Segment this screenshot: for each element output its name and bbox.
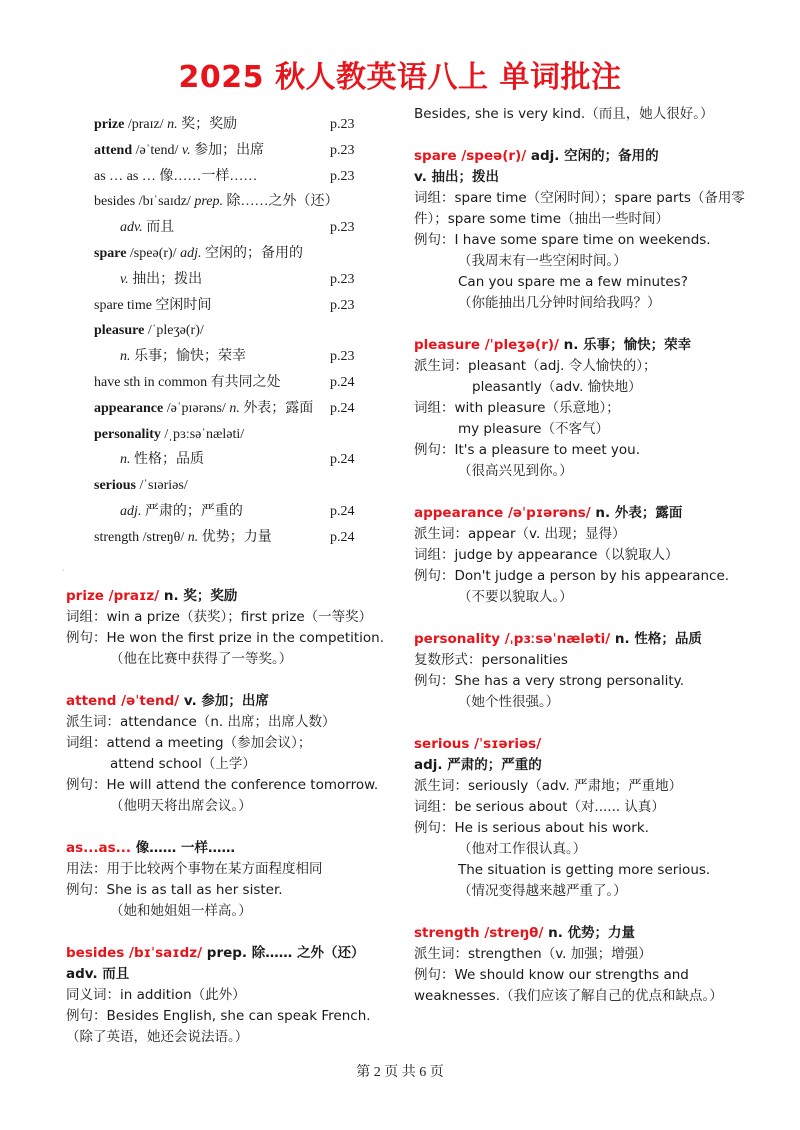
vocab-page: p.23 xyxy=(330,220,355,236)
vocab-row xyxy=(94,293,364,319)
vocab-row xyxy=(94,473,364,499)
word-entry xyxy=(414,734,754,902)
entry-line: pleasantly（adv. 愉快地） xyxy=(472,379,642,395)
word-entry xyxy=(66,943,396,1048)
entry-line: v. 抽出；拨出 xyxy=(414,169,500,185)
vocab-phonetic: /əˈtend/ xyxy=(132,142,182,158)
entry-line: 例句：Besides English, she can speak French. xyxy=(66,1008,371,1024)
vocab-row xyxy=(94,267,364,293)
entry-meaning: v. 参加；出席 xyxy=(179,693,269,709)
entry-heading xyxy=(414,146,754,167)
word-entry xyxy=(414,923,754,1007)
entry-headword: spare /speə(r)/ xyxy=(414,148,527,164)
vocab-pos: v. xyxy=(120,271,129,287)
entry-line: 派生词：seriously（adv. 严肃地；严重地） xyxy=(414,778,683,794)
entry-heading xyxy=(66,691,396,712)
vocab-pos: adj. xyxy=(180,245,202,261)
vocab-word: appearance xyxy=(94,400,164,416)
entry-line: （我周末有一些空闲时间。） xyxy=(458,253,627,269)
entry-heading xyxy=(66,586,396,607)
vocab-phonetic: besides /bɪˈsaɪdz/ xyxy=(94,194,195,210)
vocab-pos: n. xyxy=(187,529,199,545)
entry-line: 例句：She has a very strong personality. xyxy=(414,673,685,689)
vocab-page: p.23 xyxy=(330,168,355,184)
entry-heading xyxy=(66,838,396,859)
entry-line: （情况变得越来越严重了。） xyxy=(458,883,627,899)
vocab-meaning: 而且 xyxy=(142,220,175,236)
entry-headword: as...as... xyxy=(66,840,132,856)
word-entry xyxy=(414,146,754,314)
entry-line: Besides, she is very kind.（而且，她人很好。） xyxy=(414,106,714,122)
vocab-pos: v. xyxy=(181,142,191,158)
entry-meaning: prep. 除…… 之外（还） xyxy=(202,945,365,961)
entry-line: 词组：be serious about（对...... 认真） xyxy=(414,799,665,815)
entry-line: 词组：attend a meeting（参加会议）； xyxy=(66,735,312,751)
word-entry xyxy=(414,104,754,125)
entry-line: 词组：spare time（空闲时间）；spare parts（备用零件）；spare some time（抽出一些时间） xyxy=(414,190,745,227)
vocab-row xyxy=(94,164,364,190)
vocab-phonetic: strength /streŋθ/ xyxy=(94,529,188,545)
page-footer: 第 2 页 共 6 页 xyxy=(356,1065,444,1080)
entry-meaning: n. 优势；力量 xyxy=(543,925,636,941)
vocab-row xyxy=(94,422,364,448)
left-entries xyxy=(66,586,396,1069)
vocab-meaning: 优势；力量 xyxy=(198,529,272,545)
entry-line: （你能抽出几分钟时间给我吗？） xyxy=(458,295,661,311)
vocab-phonetic: have sth in common 有共同之处 xyxy=(94,374,281,390)
vocab-meaning: 空闲的；备用的 xyxy=(201,245,303,261)
vocab-meaning: 参加；出席 xyxy=(190,142,265,158)
vocab-word: pleasure xyxy=(94,323,145,339)
entry-headword: appearance /əˈpɪərəns/ xyxy=(414,505,591,521)
entry-line: The situation is getting more serious. xyxy=(458,862,711,878)
entry-headword: attend /əˈtend/ xyxy=(66,693,180,709)
entry-headword: personality /ˌpɜːsəˈnæləti/ xyxy=(414,631,611,647)
vocab-page: p.24 xyxy=(330,400,355,416)
entry-headword: besides /bɪˈsaɪdz/ xyxy=(66,945,203,961)
word-entry xyxy=(414,335,754,482)
entry-line: 例句：He will attend the conference tomorrow. xyxy=(66,777,379,793)
vocab-pos: n. xyxy=(120,452,131,468)
vocab-row xyxy=(94,138,364,164)
vocab-page: p.23 xyxy=(330,297,355,313)
entry-line: （他在比赛中获得了一等奖。） xyxy=(110,651,293,667)
vocab-page: p.24 xyxy=(330,529,355,545)
vocab-meaning: 乐事；愉快；荣幸 xyxy=(130,349,246,365)
vocab-phonetic: spare time 空闲时间 xyxy=(94,297,212,313)
entry-meaning: 像…… 一样…… xyxy=(131,840,235,856)
title-year: 2025 xyxy=(178,60,265,95)
vocab-phonetic: /speə(r)/ xyxy=(126,245,181,261)
word-entry xyxy=(66,691,396,817)
vocab-pos: n. xyxy=(120,349,131,365)
entry-line: 派生词：pleasant（adj. 令人愉快的）； xyxy=(414,358,657,374)
divider-mark: · xyxy=(62,566,65,575)
title-part2: 单词批注 xyxy=(499,60,622,95)
vocab-page: p.23 xyxy=(330,349,355,365)
entry-meaning: n. 外表；露面 xyxy=(590,505,683,521)
entry-line: 例句：It's a pleasure to meet you. xyxy=(414,442,640,458)
entry-line: 词组：judge by appearance（以貌取人） xyxy=(414,547,679,563)
entry-line: （他明天将出席会议。） xyxy=(110,798,252,814)
vocab-word: spare xyxy=(94,245,127,261)
entry-headword: prize /praɪz/ xyxy=(66,588,160,604)
entry-line: 复数形式：personalities xyxy=(414,652,568,668)
vocab-word: serious xyxy=(94,478,136,494)
vocab-word: personality xyxy=(94,426,161,442)
entry-line: 例句：He is serious about his work. xyxy=(414,820,649,836)
entry-line: （他对工作很认真。） xyxy=(458,841,587,857)
entry-line: （她和她姐姐一样高。） xyxy=(110,903,252,919)
entry-line: （很高兴见到你。） xyxy=(458,463,573,479)
vocab-row xyxy=(94,189,364,215)
vocab-word: prize xyxy=(94,117,125,132)
vocab-phonetic: /ˌpɜːsəˈnæləti/ xyxy=(160,426,245,442)
entry-headword: serious /ˈsɪəriəs/ xyxy=(414,736,542,752)
entry-line: 词组：win a prize（获奖）；first prize（一等奖） xyxy=(66,609,373,625)
entry-meaning: n. 性格；品质 xyxy=(610,631,702,647)
page-title xyxy=(0,58,800,98)
entry-line: 派生词：strengthen（v. 加强；增强） xyxy=(414,946,652,962)
vocab-row xyxy=(94,447,364,473)
vocab-page: p.23 xyxy=(330,142,355,158)
vocab-phonetic: /ˈpleʒə(r)/ xyxy=(144,323,204,339)
entry-line: 例句：She is as tall as her sister. xyxy=(66,882,283,898)
vocab-meaning: 奖；奖励 xyxy=(177,117,238,132)
entry-line: 例句：He won the first prize in the competition. xyxy=(66,630,385,646)
vocabulary-list xyxy=(94,112,364,551)
vocab-phonetic: /əˈpɪərəns/ xyxy=(163,400,230,416)
vocab-phonetic: as … as … xyxy=(94,168,160,184)
vocab-phonetic: /ˈsɪəriəs/ xyxy=(136,478,188,494)
entry-line: （不要以貌取人。） xyxy=(458,589,573,605)
entry-headword: strength /streŋθ/ xyxy=(414,925,544,941)
vocab-row xyxy=(94,396,364,422)
entry-line: Can you spare me a few minutes? xyxy=(458,274,688,290)
vocab-row xyxy=(94,344,364,370)
entry-line: attend school（上学） xyxy=(110,756,256,772)
word-entry xyxy=(66,838,396,922)
vocab-meaning: 严肃的；严重的 xyxy=(141,503,243,519)
entry-line: adv. 而且 xyxy=(66,966,130,982)
entry-meaning: n. 奖；奖励 xyxy=(159,588,238,604)
vocab-word: attend xyxy=(94,142,133,158)
entry-line: 例句：Don't judge a person by his appearance. xyxy=(414,568,730,584)
vocab-page: p.23 xyxy=(330,117,355,132)
vocab-row xyxy=(94,112,364,138)
entry-heading xyxy=(414,734,754,755)
vocab-row xyxy=(94,215,364,241)
vocab-row xyxy=(94,241,364,267)
vocab-pos: adj. xyxy=(120,503,142,519)
entry-line: 词组：with pleasure（乐意地）； xyxy=(414,400,620,416)
entry-heading xyxy=(414,629,754,650)
entry-line: 派生词：appear（v. 出现；显得） xyxy=(414,526,626,542)
entry-meaning: adj. 空闲的；备用的 xyxy=(526,148,659,164)
entry-headword: pleasure /ˈpleʒə(r)/ xyxy=(414,337,559,353)
entry-line: 例句：I have some spare time on weekends. xyxy=(414,232,711,248)
vocab-meaning: 抽出；拨出 xyxy=(128,271,203,287)
vocab-row xyxy=(94,318,364,344)
entry-meaning: n. 乐事；愉快；荣幸 xyxy=(558,337,692,353)
entry-heading xyxy=(414,503,754,524)
title-part1: 秋人教英语八上 xyxy=(275,60,489,95)
vocab-row xyxy=(94,525,364,551)
entry-line: 同义词：in addition（此外） xyxy=(66,987,246,1003)
entry-line: 派生词：attendance（n. 出席；出席人数） xyxy=(66,714,336,730)
vocab-pos: n. xyxy=(167,117,178,132)
entry-line: my pleasure（不客气） xyxy=(458,421,609,437)
vocab-pos: adv. xyxy=(120,220,143,236)
vocab-phonetic: /praɪz/ xyxy=(124,117,168,132)
vocab-meaning: 外表；露面 xyxy=(239,400,314,416)
vocab-page: p.24 xyxy=(330,452,355,468)
vocab-pos: prep. xyxy=(194,194,223,210)
entry-line: 用法：用于比较两个事物在某方面程度相同 xyxy=(66,861,323,877)
word-entry xyxy=(414,629,754,713)
entry-line: （除了英语，她还会说法语。） xyxy=(66,1029,249,1045)
vocab-meaning: 性格；品质 xyxy=(130,452,204,468)
entry-heading xyxy=(66,943,396,964)
word-entry xyxy=(66,586,396,670)
vocab-page: p.24 xyxy=(330,503,355,519)
vocab-meaning: 像……一样…… xyxy=(159,168,258,184)
entry-heading xyxy=(414,923,754,944)
vocab-row xyxy=(94,370,364,396)
vocab-row xyxy=(94,499,364,525)
entry-line: 例句：We should know our strengths and weaknesses.（我们应该了解自己的优点和缺点。） xyxy=(414,967,723,1004)
vocab-page: p.23 xyxy=(330,271,355,287)
right-entries xyxy=(414,104,754,1028)
entry-heading xyxy=(414,335,754,356)
word-entry xyxy=(414,503,754,608)
vocab-meaning: 除……之外（还） xyxy=(222,194,339,210)
vocab-page: p.24 xyxy=(330,374,355,390)
entry-line: adj. 严肃的；严重的 xyxy=(414,757,542,773)
vocab-pos: n. xyxy=(229,400,240,416)
entry-line: （她个性很强。） xyxy=(458,694,560,710)
